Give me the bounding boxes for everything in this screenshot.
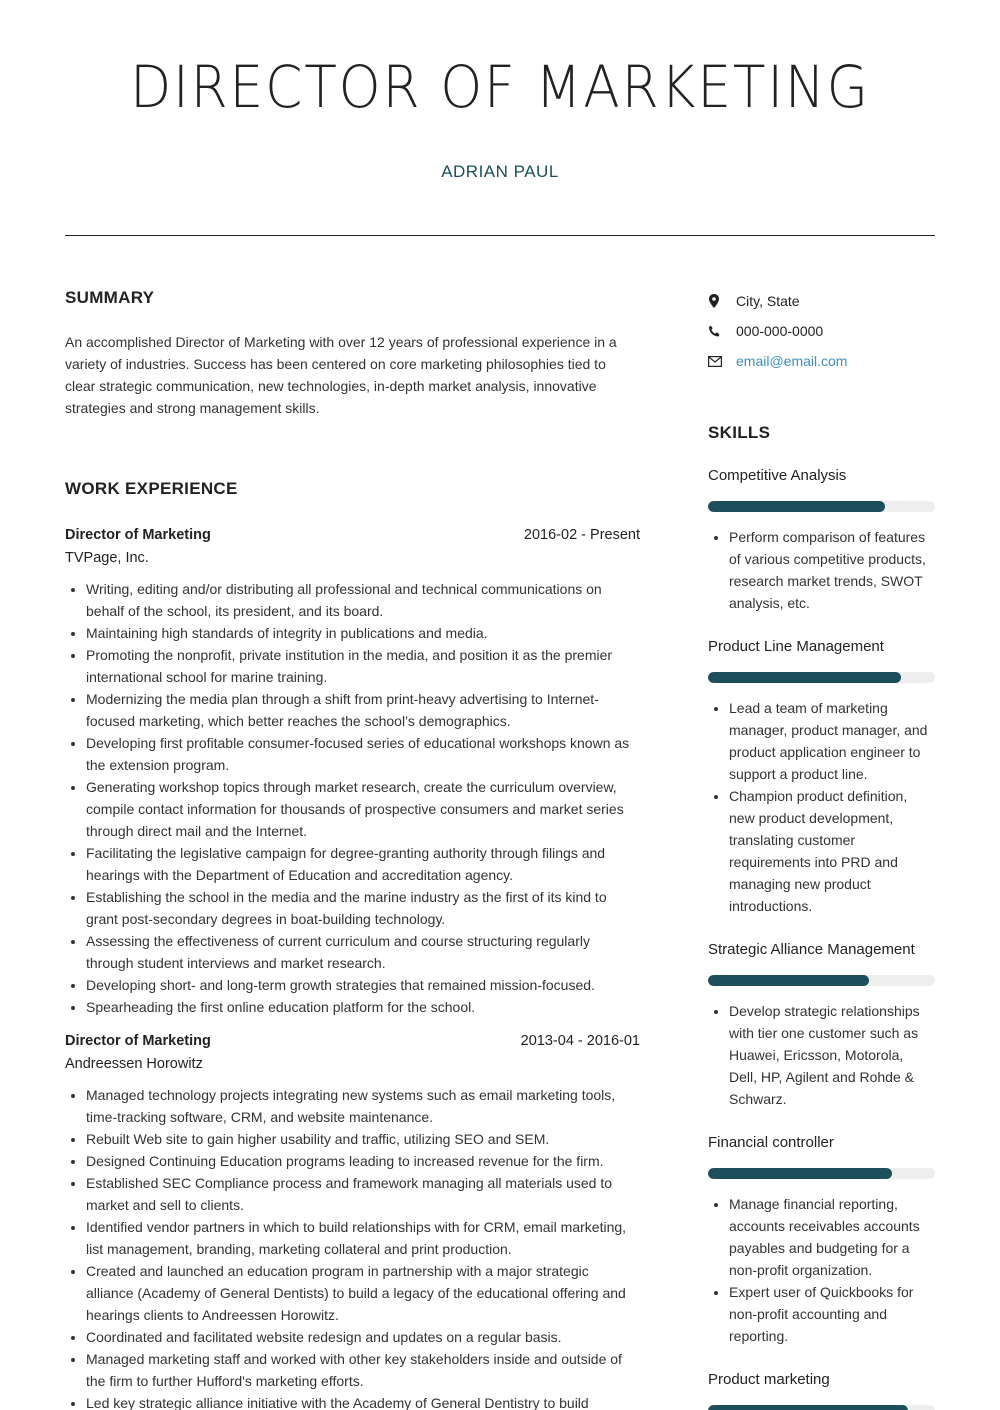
skill-name: Competitive Analysis xyxy=(708,467,847,484)
skill-level-bar xyxy=(708,672,935,683)
job-company: Andreessen Horowitz xyxy=(65,1056,203,1072)
job-company: TVPage, Inc. xyxy=(65,550,149,566)
skill-level-fill xyxy=(708,1405,908,1410)
skill-name: Product Line Management xyxy=(708,638,884,655)
skills-heading: SKILLS xyxy=(708,423,771,442)
skill-level-bar xyxy=(708,975,935,986)
skill-bullets xyxy=(708,1193,935,1347)
skill-bullets xyxy=(708,697,935,917)
skill-level-fill xyxy=(708,975,869,986)
phone-icon xyxy=(708,325,736,338)
skill-bullet: • Develop strategic relationships with tier one customer such as Huawei, Ericsson, Motorola, Dell, HP, Agilent and Rohde & Schwarz. xyxy=(729,1000,935,1110)
job-title-heading: DIRECTOR OF MARKETING xyxy=(130,53,870,121)
skill-bullets xyxy=(708,526,935,614)
skill-name: Financial controller xyxy=(708,1134,834,1151)
job-bullet: • Establishing the school in the media and the marine industry as the first of its kind to grant post-secondary degrees in boat-building technology. xyxy=(86,886,640,930)
job-bullet: • Managed marketing staff and worked with other key stakeholders inside and outside of the firm to further Hufford's marketing efforts. xyxy=(86,1348,640,1392)
job-bullet: • Modernizing the media plan through a shift from print-heavy advertising to Internet-focused marketing, which better reaches the school’s demographics. xyxy=(86,688,640,732)
contact-phone xyxy=(708,316,935,346)
main-column xyxy=(65,288,640,1410)
job-bullet: • Led key strategic alliance initiative with the Academy of General Dentistry to build xyxy=(86,1392,640,1410)
contact-location xyxy=(708,286,935,316)
job-bullet: • Facilitating the legislative campaign for degree-granting authority through filings and hearings with the Department of Education and accreditation agency. xyxy=(86,842,640,886)
skill-item xyxy=(708,941,935,1110)
header-divider xyxy=(65,235,935,236)
job-role: Director of Marketing xyxy=(65,1033,211,1049)
job-bullet: • Assessing the effectiveness of current curriculum and course structuring regularly through student interviews and market research. xyxy=(86,930,640,974)
skill-bullet: • Perform comparison of features of various competitive products, research market trends, SWOT analysis, etc. xyxy=(729,526,935,614)
skill-level-bar xyxy=(708,1405,935,1410)
job-dates: 2013-04 - 2016-01 xyxy=(520,1033,640,1049)
job-entry xyxy=(65,1032,640,1410)
job-bullet: • Designed Continuing Education programs leading to increased revenue for the firm. xyxy=(86,1150,640,1172)
skill-level-bar xyxy=(708,501,935,512)
job-header xyxy=(65,526,640,544)
skill-bullets xyxy=(708,1000,935,1110)
job-bullet: • Rebuilt Web site to gain higher usability and traffic, utilizing SEO and SEM. xyxy=(86,1128,640,1150)
job-bullet: • Developing first profitable consumer-focused series of educational workshops known as the extension program. xyxy=(86,732,640,776)
job-bullet: • Generating workshop topics through market research, create the curriculum overview, compile contact information for thousands of prospective consumers and market series through direct mail and the Internet. xyxy=(86,776,640,842)
skill-item xyxy=(708,1134,935,1347)
job-dates: 2016-02 - Present xyxy=(523,527,640,543)
skill-bullet: • Expert user of Quickbooks for non-profit accounting and reporting. xyxy=(729,1281,935,1347)
skill-name: Strategic Alliance Management xyxy=(708,941,915,958)
job-bullets xyxy=(65,578,640,1018)
skill-item xyxy=(708,1371,935,1410)
job-bullet: • Coordinated and facilitated website redesign and updates on a regular basis. xyxy=(86,1326,640,1348)
skill-bullet: • Manage financial reporting, accounts receivables accounts payables and budgeting for a non-profit organization. xyxy=(729,1193,935,1281)
location-text: City, State xyxy=(736,293,800,309)
candidate-name: ADRIAN PAUL xyxy=(441,162,559,181)
job-bullet: • Spearheading the first online education platform for the school. xyxy=(86,996,640,1018)
skill-level-bar xyxy=(708,1168,935,1179)
job-bullets xyxy=(65,1084,640,1410)
job-role: Director of Marketing xyxy=(65,527,211,543)
phone-text: 000-000-0000 xyxy=(736,323,824,339)
job-bullet: • Created and launched an education program in partnership with a major strategic alliance (Academy of General Dentists) to build a legacy of the educational offering and hearings clients to Andreessen Horowitz. xyxy=(86,1260,640,1326)
summary-heading: SUMMARY xyxy=(65,288,155,307)
skill-level-fill xyxy=(708,1168,892,1179)
email-link[interactable]: email@email.com xyxy=(736,353,848,369)
job-bullet: • Identified vendor partners in which to build relationships with for CRM, email marketing, list management, branding, marketing collateral and print production. xyxy=(86,1216,640,1260)
job-header xyxy=(65,1032,640,1050)
summary-text: An accomplished Director of Marketing with over 12 years of professional experience in a variety of industries. Success has been centered on core marketing philosophies tied to clear strategic communication, new technologies, in-depth market analysis, innovative strategies and strong management skills. xyxy=(65,334,617,416)
skill-bullet: • Lead a team of marketing manager, product manager, and product application engineer to support a product line. xyxy=(729,697,935,785)
work-experience-heading: WORK EXPERIENCE xyxy=(65,479,238,498)
envelope-icon xyxy=(708,356,736,367)
skill-item xyxy=(708,467,935,614)
location-pin-icon xyxy=(708,294,736,308)
job-bullet: • Promoting the nonprofit, private institution in the media, and position it as the premier international school for marine training. xyxy=(86,644,640,688)
job-bullet: • Maintaining high standards of integrity in publications and media. xyxy=(86,622,640,644)
job-bullet: • Writing, editing and/or distributing all professional and technical communications on behalf of the school, its president, and its board. xyxy=(86,578,640,622)
job-bullet: • Established SEC Compliance process and framework managing all materials used to market and sell to clients. xyxy=(86,1172,640,1216)
contact-email[interactable] xyxy=(708,346,935,376)
job-bullet: • Developing short- and long-term growth strategies that remained mission-focused. xyxy=(86,974,640,996)
skill-item xyxy=(708,638,935,917)
sidebar-column xyxy=(708,286,935,1410)
skill-name: Product marketing xyxy=(708,1371,830,1388)
skill-bullet: • Champion product definition, new product development, translating customer requirements into PRD and managing new product introductions. xyxy=(729,785,935,917)
skill-level-fill xyxy=(708,672,901,683)
job-bullet: • Managed technology projects integrating new systems such as email marketing tools, time-tracking software, CRM, and website maintenance. xyxy=(86,1084,640,1128)
resume-header xyxy=(0,0,1000,182)
job-entry xyxy=(65,526,640,1018)
skill-level-fill xyxy=(708,501,885,512)
